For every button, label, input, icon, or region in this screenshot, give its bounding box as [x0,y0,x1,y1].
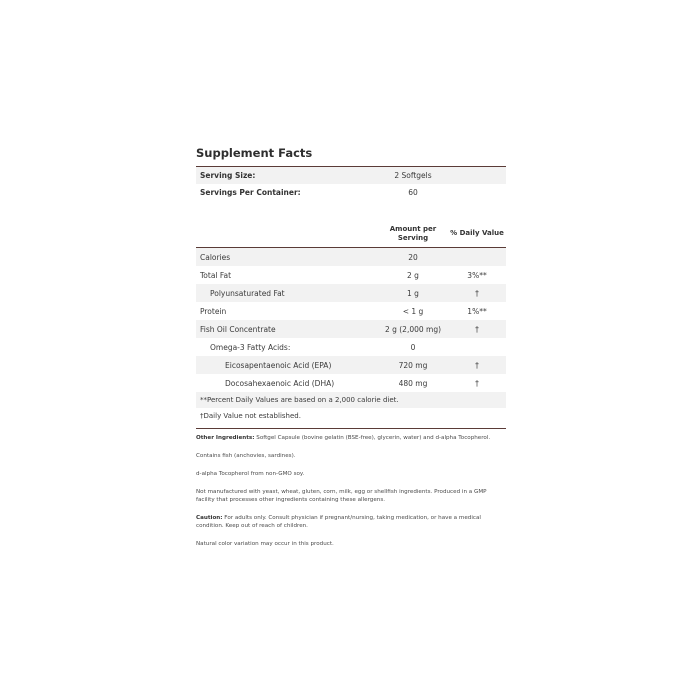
panel-title: Supplement Facts [196,146,313,160]
nutrient-dv: † [475,378,479,388]
serving-size-row [196,167,506,184]
nutrient-name: Omega-3 Fatty Acids: [210,342,291,352]
nutrient-dv: † [475,288,479,298]
nutrient-amount: 1 g [407,288,419,298]
servings-per-container-label: Servings Per Container: [200,188,301,197]
nutrient-dv: 3%** [467,270,487,280]
nutrient-row [196,248,506,266]
nutrient-row [196,320,506,338]
daily-value-header: % Daily Value [450,229,504,237]
nutrient-row [196,338,506,356]
nutrient-name: Calories [200,252,231,262]
nutrient-amount: 0 [410,342,416,352]
serving-size-label: Serving Size: [200,171,256,180]
nutrient-row [196,284,506,302]
serving-size-value: 2 Softgels [394,171,432,180]
servings-per-container-value: 60 [408,188,418,197]
nutrient-row [196,266,506,284]
nutrient-dv: † [475,360,479,370]
other-ingredients-label: Other Ingredients: [196,435,255,441]
supplement-facts-panel [196,146,506,429]
nutrient-row [196,356,506,374]
amount-header-line2: Serving [397,233,429,242]
nutrient-dv: 1%** [467,306,487,316]
allergen-note: Not manufactured with yeast, wheat, gluten, corn, milk, egg or shellfish ingredients. Produced in a GMP facility that processes other ingredients containing these allergens. [196,489,487,503]
nutrient-name: Protein [200,306,227,316]
nutrient-name: Polyunsaturated Fat [210,288,285,298]
amount-per-serving-header [378,225,448,243]
product-notes [196,434,506,558]
dagger-footnote: †Daily Value not established. [200,412,301,420]
nutrient-name: Total Fat [200,270,232,280]
nutrient-amount: < 1 g [402,306,424,316]
column-header-row [196,220,506,248]
caution-note [196,514,506,530]
color-variation-note: Natural color variation may occur in this product. [196,541,334,547]
nutrient-amount: 720 mg [398,360,428,370]
amount-header-line1: Amount per [389,224,437,233]
nutrient-dv: † [475,324,479,334]
caution-text: For adults only. Consult physician if pregnant/nursing, taking medication, or have a medical condition. Keep out of reach of children. [196,515,481,529]
servings-per-container-row [196,184,506,201]
other-ingredients [196,434,506,442]
nutrient-amount: 2 g [407,270,419,280]
nutrient-amount: 2 g (2,000 mg) [384,324,442,334]
nutrient-name: Fish Oil Concentrate [200,324,276,334]
nutrient-row [196,302,506,320]
percent-daily-footnote: **Percent Daily Values are based on a 2,000 calorie diet. [196,392,506,408]
caution-label: Caution: [196,515,223,521]
nutrient-name: Eicosapentaenoic Acid (EPA) [225,360,332,370]
contains-note: Contains fish (anchovies, sardines). [196,453,296,459]
bottom-rule [196,428,506,429]
tocopherol-note: d-alpha Tocopherol from non-GMO soy. [196,471,305,477]
other-ingredients-text: Softgel Capsule (bovine gelatin (BSE-free), glycerin, water) and d-alpha Tocopherol. [254,435,491,441]
nutrient-amount: 20 [408,252,418,262]
nutrient-row [196,374,506,392]
nutrient-amount: 480 mg [398,378,428,388]
nutrient-name: Docosahexaenoic Acid (DHA) [225,378,335,388]
